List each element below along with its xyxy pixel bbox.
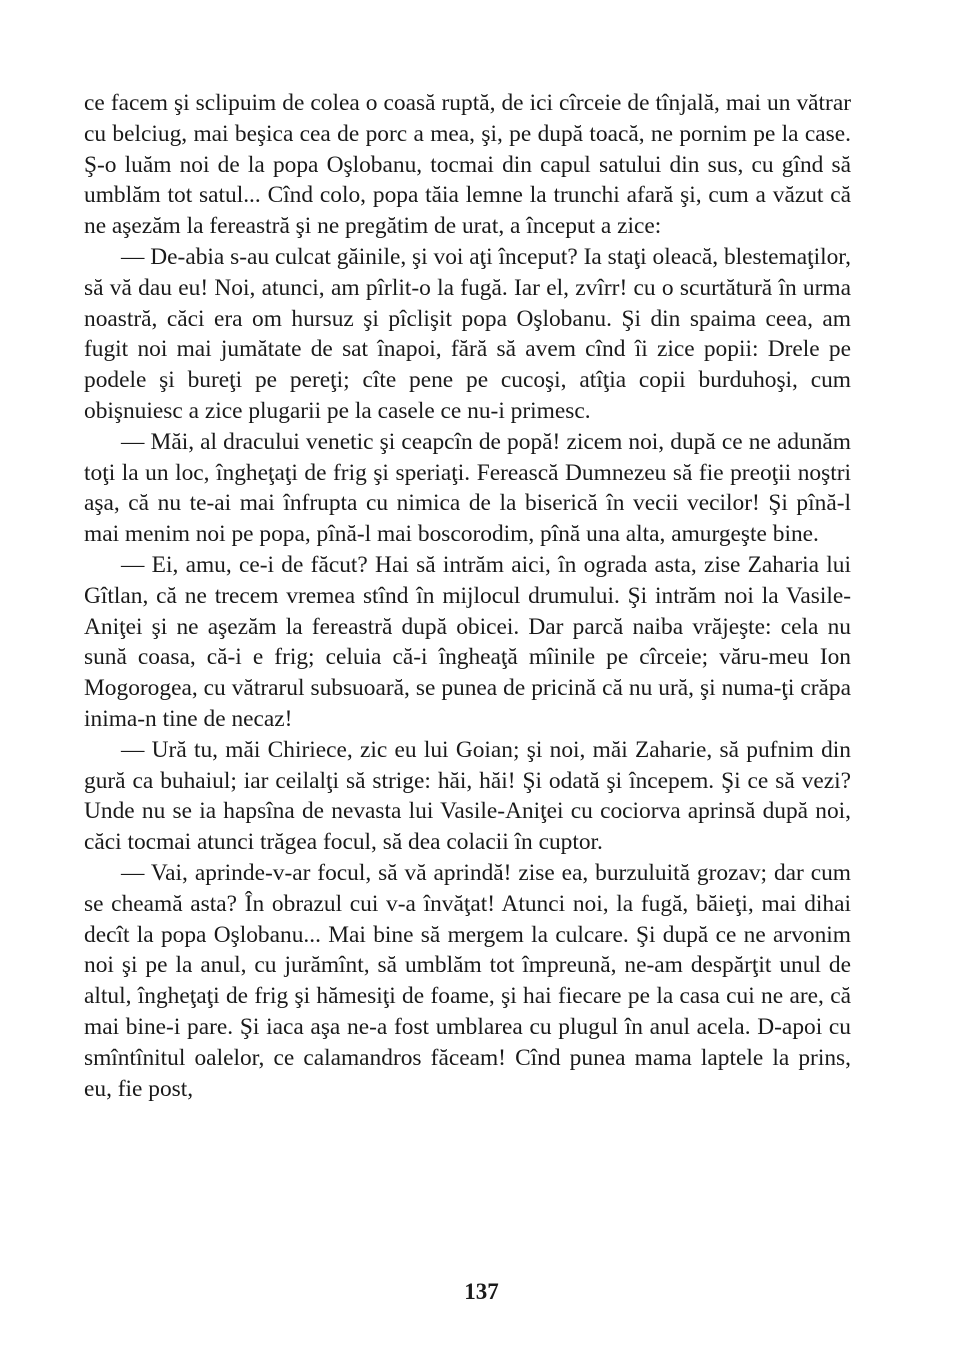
paragraph-1: ce facem şi sclipuim de colea o coasă ruptă, de ici cîrceie de tînjală, mai un vătrar cu belciug, mai beşica cea de porc a mea, şi, pe după toacă, ne pornim pe la case. Ş-o luăm noi de la popa Oşlobanu, tocmai din capul satului din sus, cu gînd să umblăm tot satul... Cînd colo, popa tăia lemne la trunchi afară şi, cum a văzut că ne aşezăm la fereastră şi ne pregătim de urat, a început a zice:: [84, 90, 851, 240]
paragraph-3: — Măi, al dracului venetic şi ceapcîn de popă! zicem noi, după ce ne adunăm toţi la un loc, îngheţaţi de frig şi speriaţi. Ferească Dumnezeu să fie preoţii noştri aşa, că nu te-ai mai înfrupta cu nimica de la biserică în vecii vecilor! Şi pînă-l mai menim noi pe popa, pînă-l mai boscorodim, pînă una alta, amurgeşte bine.: [84, 428, 851, 548]
paragraph-2: — De-abia s-au culcat găinile, şi voi aţi început? Ia staţi oleacă, blestemaţilor, să vă dau eu! Noi, atunci, am pîrlit-o la fugă. Iar el, zvîrr! cu o scurtătură în urma noastră, căci era om hursuz şi pîclişit popa Oşlobanu. Şi din spaima ceea, am fugit noi mai jumătate de sat înapoi, fără să avem cînd îi zice popii: Drele pe podele şi bureţi pe pereţi; cîte pene pe cucoşi, atîţia copii burduhoşi, cum obişnuiesc a zice plugarii pe la casele ce nu-i primesc.: [84, 243, 851, 424]
page-number: 137: [464, 1279, 499, 1304]
paragraph-4: — Ei, amu, ce-i de făcut? Hai să intrăm aici, în ograda asta, zise Zaharia lui Gîtlan, că ne trecem vremea stînd în mijlocul drumului. Şi intrăm noi la Vasile-Aniţei şi ne aşezăm la fereastră după obicei. Dar parcă naiba vrăjeşte: cela nu sună coasa, că-i e frig; celuia că-i îngheaţă mîinile pe cîrceie; văru-meu Ion Mogorogea, cu vătrarul subsuoară, se punea de pricină că nu ură, şi numa-ţi crăpa inima-n tine de necaz!: [84, 551, 851, 732]
page-body: [84, 88, 851, 1104]
paragraph-6: — Vai, aprinde-v-ar focul, să vă aprindă! zise ea, burzuluită grozav; dar cum se cheamă asta? În obrazul cui v-a învăţat! Atunci noi, la fugă, băieţi, mai dihai decît la popa Oşlobanu... Mai bine să mergem la culcare. Şi după ce ne arvonim noi şi pe la anul, cu jurămînt, să umblăm tot împreună, ne-am despărţit unul de altul, îngheţaţi de frig şi hămesiţi de foame, şi hai fiecare pe la casa cui ne are, că mai bine-i pare. Şi iaca aşa ne-a fost umblarea cu plugul în anul acela. D-apoi cu smîntînitul oalelor, ce calamandros făceam! Cînd punea mama laptele la prins, eu, fie post,: [84, 859, 851, 1102]
paragraph-5: — Ură tu, măi Chiriece, zic eu lui Goian; şi noi, măi Zaharie, să pufnim din gură ca buhaiul; iar ceilalţi să strige: hăi, hăi! Şi odată şi începem. Şi ce să vezi? Unde nu se ia hapsîna de nevasta lui Vasile-Aniţei cu cociorva aprinsă după noi, căci tocmai atunci trăgea focul, să dea colacii în cuptor.: [84, 736, 851, 856]
